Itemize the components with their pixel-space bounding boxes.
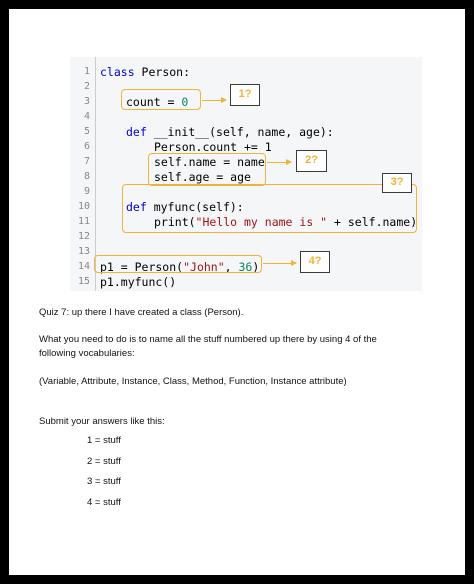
keyword: def [126,125,147,139]
quiz-title: Quiz 7: up there I have created a class (Person). [39,307,244,318]
code-text: print( [154,215,196,229]
string-literal: "Hello my name is " [195,215,328,229]
line-number: 15 [77,276,90,287]
code-text: myfunc(self): [146,200,244,214]
number-tag-1: 1? [230,84,260,106]
line-number: 4 [83,111,90,122]
answer-line-3: 3 = stuff [87,476,121,487]
code-line-7: self.name = name [154,155,265,169]
code-text: ) [252,260,260,274]
number-tag-2: 2? [296,150,327,172]
answer-line-4: 4 = stuff [87,497,121,508]
code-block [70,57,422,291]
keyword: class [100,65,135,79]
line-number: 3 [83,96,90,107]
line-number: 6 [83,141,90,152]
code-text: = [167,95,182,109]
line-number: 2 [83,81,90,92]
vocabulary-list: (Variable, Attribute, Instance, Class, Method, Function, Instance attribute) [39,376,347,387]
arrow-4 [263,263,296,264]
code-text: p1 = Person( [100,260,184,274]
code-line-1 [100,65,190,79]
code-line-8: self.age = age [154,170,251,184]
code-text: Person: [134,65,191,79]
code-line-15: p1.myfunc() [100,275,177,289]
code-text: , [224,260,239,274]
submit-instruction: Submit your answers like this: [39,416,165,427]
highlight-box-1 [121,89,201,110]
answer-line-1: 1 = stuff [87,435,121,446]
line-number: 1 [83,66,90,77]
code-text: count [126,95,168,109]
arrow-1 [202,100,226,101]
line-number: 12 [77,231,90,242]
string-literal: "John" [183,260,225,274]
code-line-6: Person.count += 1 [154,140,272,154]
arrow-2 [267,162,291,163]
keyword: def [126,200,147,214]
line-number: 13 [77,246,90,257]
line-number: 10 [77,201,90,212]
line-number: 5 [83,126,90,137]
code-text: __init__(self, name, age): [146,125,334,139]
document-page [9,9,465,575]
number-literal: 0 [181,95,189,109]
highlight-box-3 [122,184,417,233]
line-number: 8 [83,171,90,182]
code-text: + self.name) [327,215,418,229]
number-literal: 36 [238,260,253,274]
number-tag-3: 3? [382,173,412,193]
answer-line-2: 2 = stuff [87,456,121,467]
highlight-box-2 [148,153,266,186]
line-number: 14 [77,261,90,272]
quiz-instruction-line-1: What you need to do is to name all the stuff numbered up there by using 4 of the [39,334,377,345]
number-tag-4: 4? [300,251,330,273]
line-number: 7 [83,156,90,167]
line-number: 9 [83,186,90,197]
highlight-box-4 [94,255,262,273]
line-number-gutter [70,57,96,291]
quiz-instruction-line-2: following vocabularies: [39,348,135,359]
line-number: 11 [77,216,90,227]
code-line-5 [126,125,334,139]
